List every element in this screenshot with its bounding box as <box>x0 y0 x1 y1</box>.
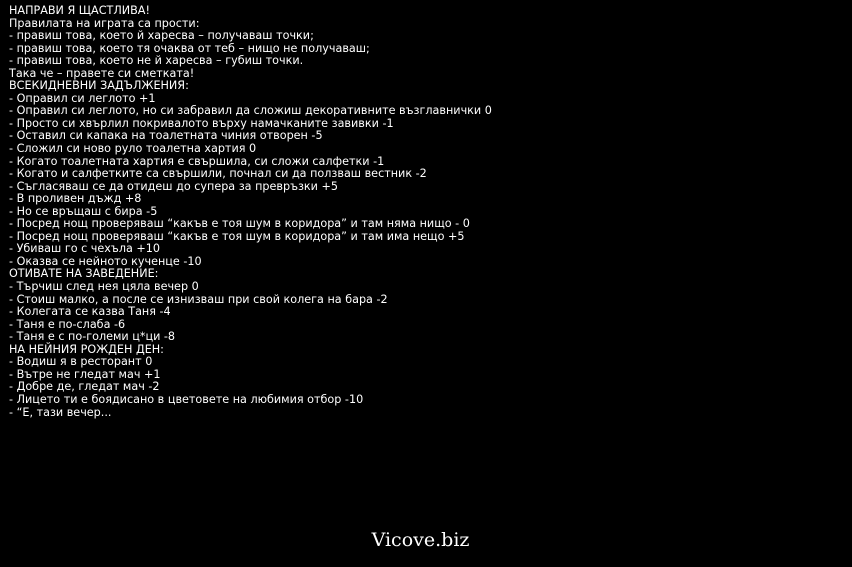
text-line: - Посред нощ проверяваш “какъв е тоя шум в коридора” и там няма нищо - 0 <box>9 217 470 231</box>
text-line: - Оправил си леглото, но си забравил да сложиш декоративните възглавнички 0 <box>9 104 492 118</box>
text-line: - Когато тоалетната хартия е свършила, си сложи салфетки -1 <box>9 154 385 168</box>
text-line: - Колегата се казва Таня -4 <box>9 305 171 319</box>
text-line: - “Е, тази вечер... <box>9 405 112 419</box>
section-heading: ВСЕКИДНЕВНИ ЗАДЪЛЖЕНИЯ: <box>9 79 189 93</box>
text-line: - Но се връщаш с бира -5 <box>9 204 158 218</box>
text-line: - Добре де, гледат мач -2 <box>9 380 160 394</box>
text-line: - Просто си хвърлил покривалото върху намачканите завивки -1 <box>9 116 394 130</box>
section-heading: НА НЕЙНИЯ РОЖДЕН ДЕН: <box>9 342 164 356</box>
text-line: - Стоиш малко, а после се изнизваш при свой колега на бара -2 <box>9 292 388 306</box>
text-line: - Оказва се нейното кученце -10 <box>9 254 202 268</box>
text-line: - Оставил си капака на тоалетната чиния отворен -5 <box>9 129 323 143</box>
text-line: - Таня е с по-големи ц*ци -8 <box>9 330 176 344</box>
text-line: - Лицето ти е боядисано в цветовете на любимия отбор -10 <box>9 392 364 406</box>
site-watermark: Vicove.biz <box>371 529 470 551</box>
text-line: - правиш това, което тя очаква от теб – нищо не получаваш; <box>9 41 370 55</box>
text-line: - Съгласяваш се да отидеш до супера за превръзки +5 <box>9 179 338 193</box>
text-line: - Търчиш след нея цяла вечер 0 <box>9 280 199 294</box>
text-line: - Когато и салфетките са свършили, почнал си да ползваш вестник -2 <box>9 167 427 181</box>
text-line: - Сложил си ново руло тоалетна хартия 0 <box>9 142 257 156</box>
text-line: - правиш това, което не й харесва – губиш точки. <box>9 54 304 68</box>
text-line: Така че – правете си сметката! <box>9 66 195 80</box>
text-line: - Таня е по-слаба -6 <box>9 317 126 331</box>
text-line: - Убиваш го с чехъла +10 <box>9 242 160 256</box>
section-heading: ОТИВАТЕ НА ЗАВЕДЕНИЕ: <box>9 267 159 281</box>
text-line: - Оправил си леглото +1 <box>9 91 156 105</box>
section-heading: НАПРАВИ Я ЩАСТЛИВА! <box>9 4 150 17</box>
text-line: - Вътре не гледат мач +1 <box>9 367 161 381</box>
text-line: - В проливен дъжд +8 <box>9 192 142 206</box>
text-line: Правилата на играта са прости: <box>9 16 200 30</box>
text-line: - правиш това, което й харесва – получаваш точки; <box>9 29 314 43</box>
text-line: - Водиш я в ресторант 0 <box>9 355 153 369</box>
text-line: - Посред нощ проверяваш “какъв е тоя шум в коридора” и там има нещо +5 <box>9 229 465 243</box>
joke-text <box>9 5 844 419</box>
